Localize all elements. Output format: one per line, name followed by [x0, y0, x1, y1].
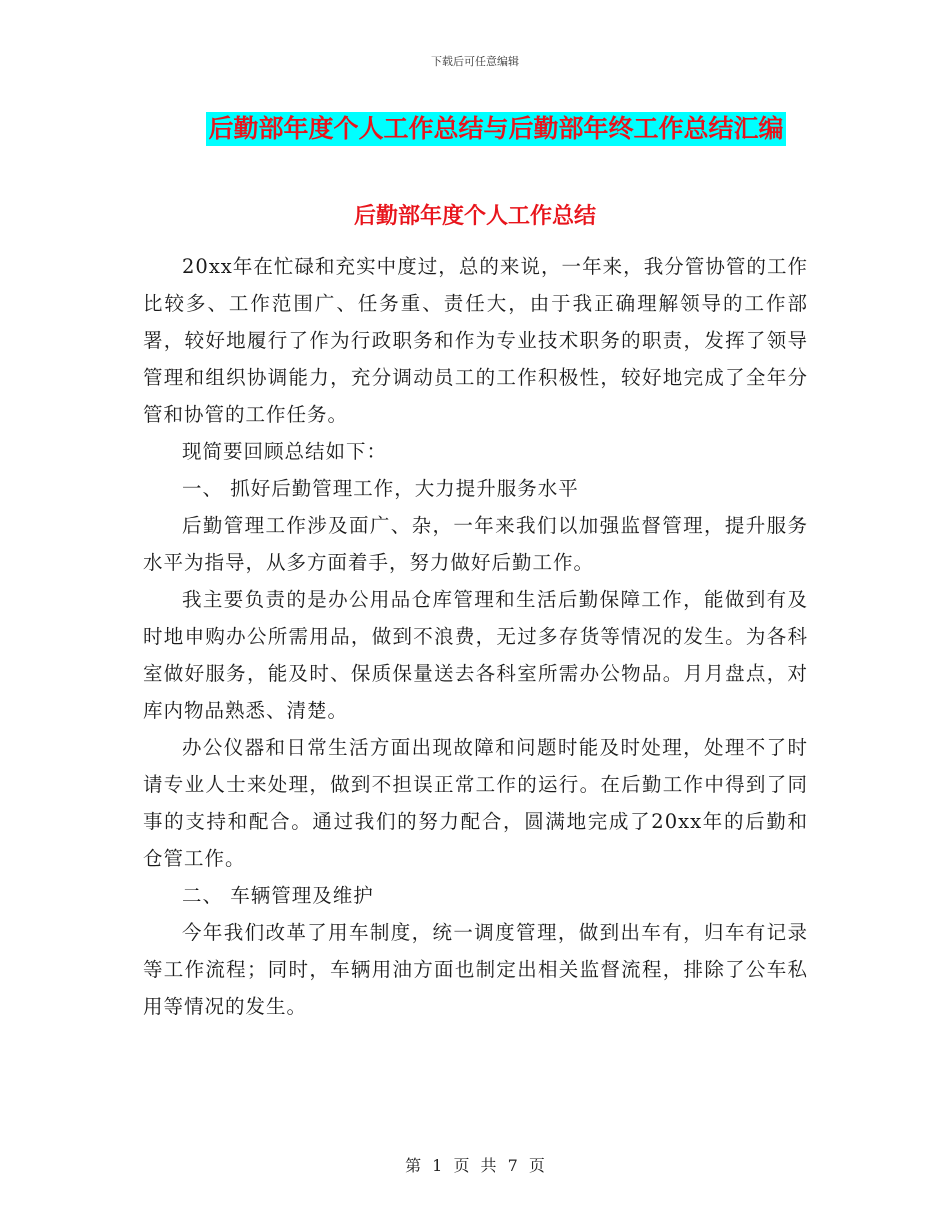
paragraph-intro: 20xx年在忙碌和充实中度过，总的来说，一年来，我分管协管的工作比较多、工作范围广、任务重、责任大，由于我正确理解领导的工作部署，较好地履行了作为行政职务和作为专业技术职务的职责，发挥了领导管理和组织协调能力，充分调动员工的工作积极性，较好地完成了全年分管和协管的工作任务。	[143, 255, 808, 426]
paragraph-logistics-overview: 后勤管理工作涉及面广、杂，一年来我们以加强监督管理，提升服务水平为指导，从多方面着手，努力做好后勤工作。	[143, 514, 808, 574]
main-title: 后勤部年度个人工作总结与后勤部年终工作总结汇编	[206, 112, 785, 146]
heading-section-two: 二、 车辆管理及维护	[182, 884, 374, 907]
paragraph-equipment: 办公仪器和日常生活方面出现故障和问题时能及时处理，处理不了时请专业人士来处理，做到不担误正常工作的运行。在后勤工作中得到了同事的支持和配合。通过我们的努力配合，圆满地完成了20xx年的后勤和仓管工作。	[143, 736, 808, 870]
heading-section-one: 一、 抓好后勤管理工作，大力提升服务水平	[182, 477, 579, 500]
paragraph-vehicles: 今年我们改革了用车制度，统一调度管理，做到出车有，归车有记录等工作流程；同时，车辆用油方面也制定出相关监督流程，排除了公车私用等情况的发生。	[143, 921, 808, 1018]
page-number-footer: 第 1 页 共 7 页	[405, 1156, 545, 1175]
paragraph-summary-lead: 现简要回顾总结如下：	[182, 440, 388, 463]
paragraph-warehouse: 我主要负责的是办公用品仓库管理和生活后勤保障工作，能做到有及时地申购办公所需用品，做到不浪费，无过多存货等情况的发生。为各科室做好服务，能及时、保质保量送去各科室所需办公物品。月月盘点，对库内物品熟悉、清楚。	[143, 588, 808, 722]
section-title: 后勤部年度个人工作总结	[353, 204, 596, 229]
main-title-container	[0, 112, 950, 146]
document-body	[143, 248, 808, 1025]
header-note: 下载后可任意编辑	[431, 55, 519, 68]
